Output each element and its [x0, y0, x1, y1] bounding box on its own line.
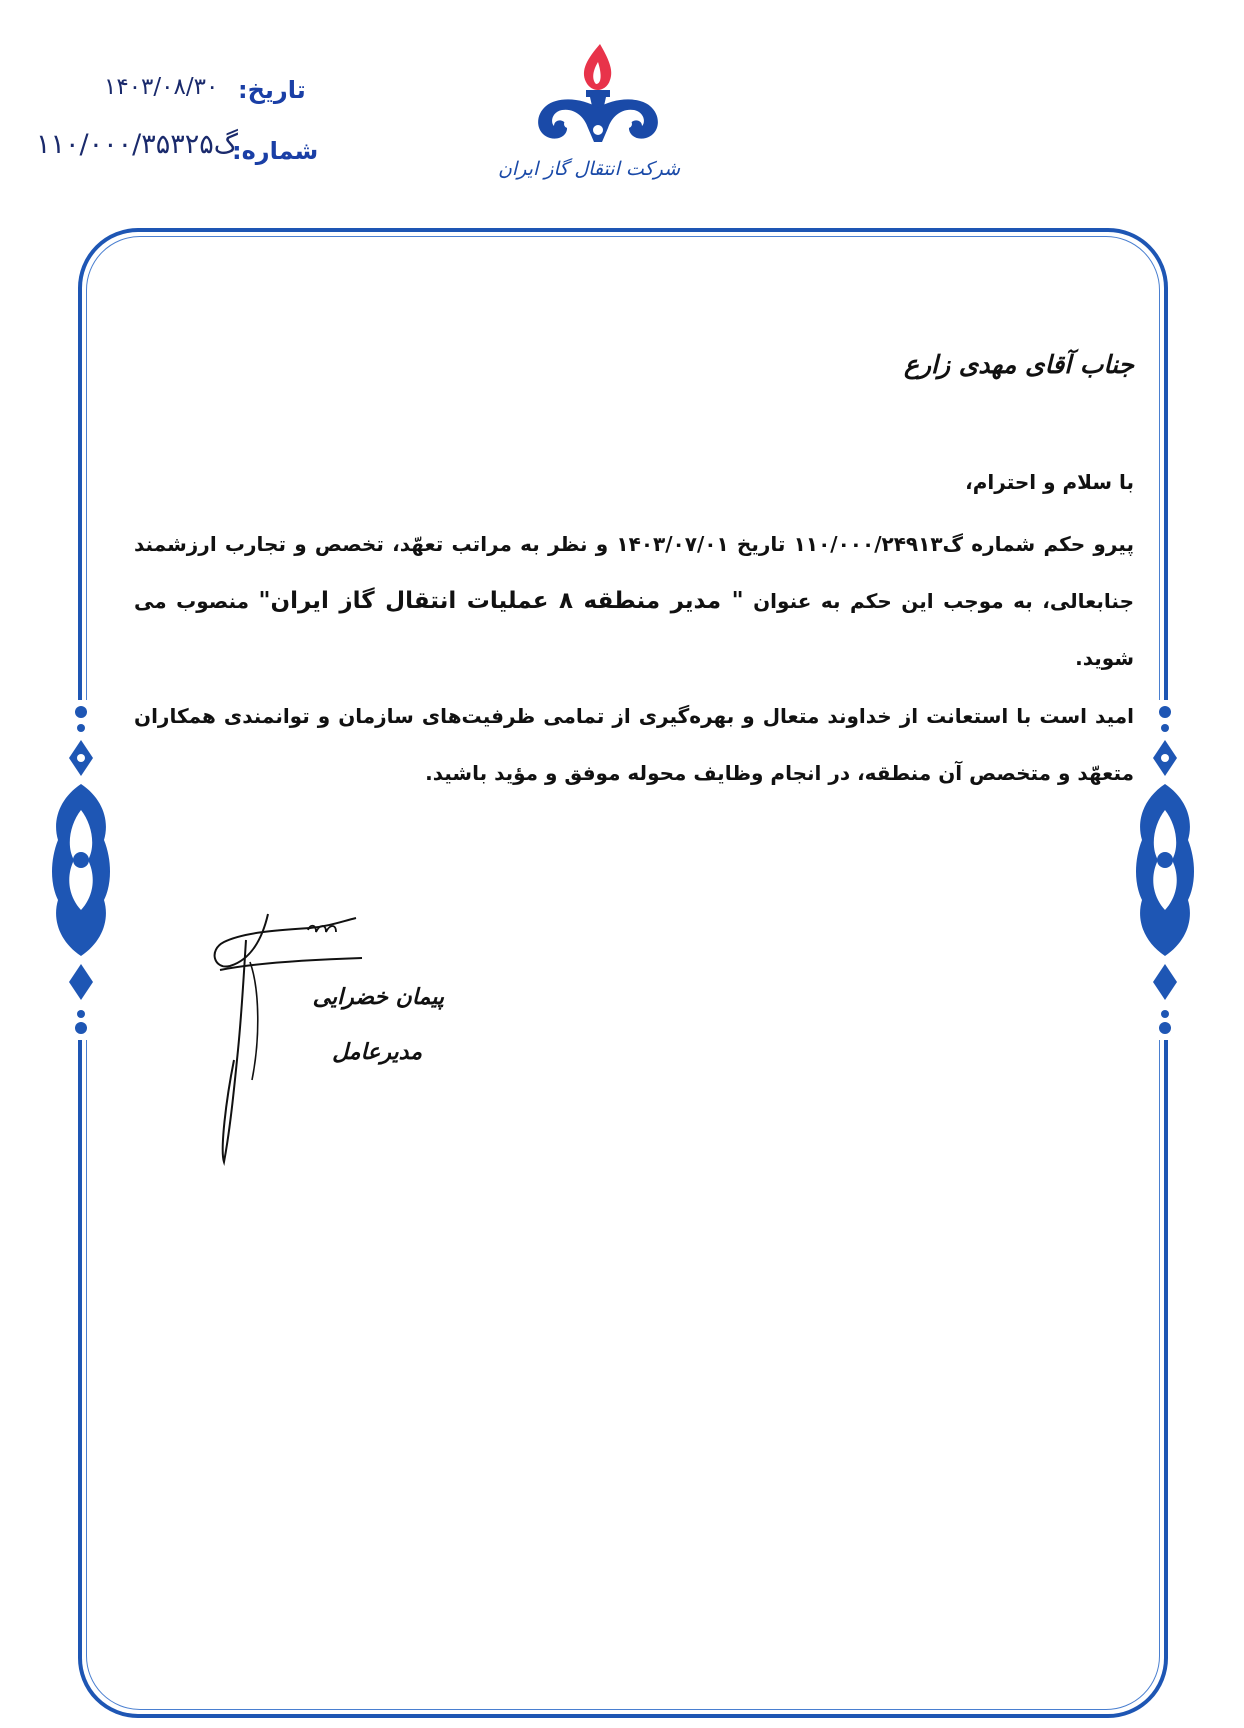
signatory-name: پیمان خضرایی: [312, 985, 444, 1010]
appointment-position: " مدیر منطقه ۸ عملیات انتقال گاز ایران": [258, 588, 744, 614]
date-label: تاریخ:: [238, 76, 306, 104]
paragraph-appointment-intro: پیرو حکم شماره گ۱۱۰/۰۰۰/۲۴۹۱۳ تاریخ ۱۴۰۳/۰۷/۰۱ و نظر به مراتب تعهّد، تخصص و تجارب ارزشمند جنابعالی، به موجب این حکم به عنوان: [134, 532, 1134, 613]
date-value: ۱۴۰۳/۰۸/۳۰: [104, 74, 219, 100]
number-label: شماره:: [232, 137, 319, 165]
paragraph-appointment-end: منصوب می شوید.: [134, 589, 1134, 670]
company-logo: [528, 40, 668, 155]
number-value: گ۱۱۰/۰۰۰/۳۵۳۲۵: [36, 129, 238, 160]
left-frame-ornament: [48, 700, 114, 1040]
right-frame-ornament: [1132, 700, 1198, 1040]
signatory-title: مدیرعامل: [332, 1040, 422, 1065]
company-name: شرکت انتقال گاز ایران: [497, 158, 680, 180]
handwritten-signature: [190, 900, 370, 1170]
paragraph-appointment: [134, 516, 1134, 687]
salutation: با سلام و احترام،: [965, 470, 1134, 494]
paragraph-wishes: امید است با استعانت از خداوند متعال و بهره‌گیری از تمامی ظرفیت‌های سازمان و توانمندی همکاران متعهّد و متخصص آن منطقه، در انجام وظایف محوله موفق و مؤید باشید.: [134, 704, 1134, 785]
flame-icon: [584, 44, 611, 90]
recipient: جناب آقای مهدی زارع: [904, 350, 1134, 379]
